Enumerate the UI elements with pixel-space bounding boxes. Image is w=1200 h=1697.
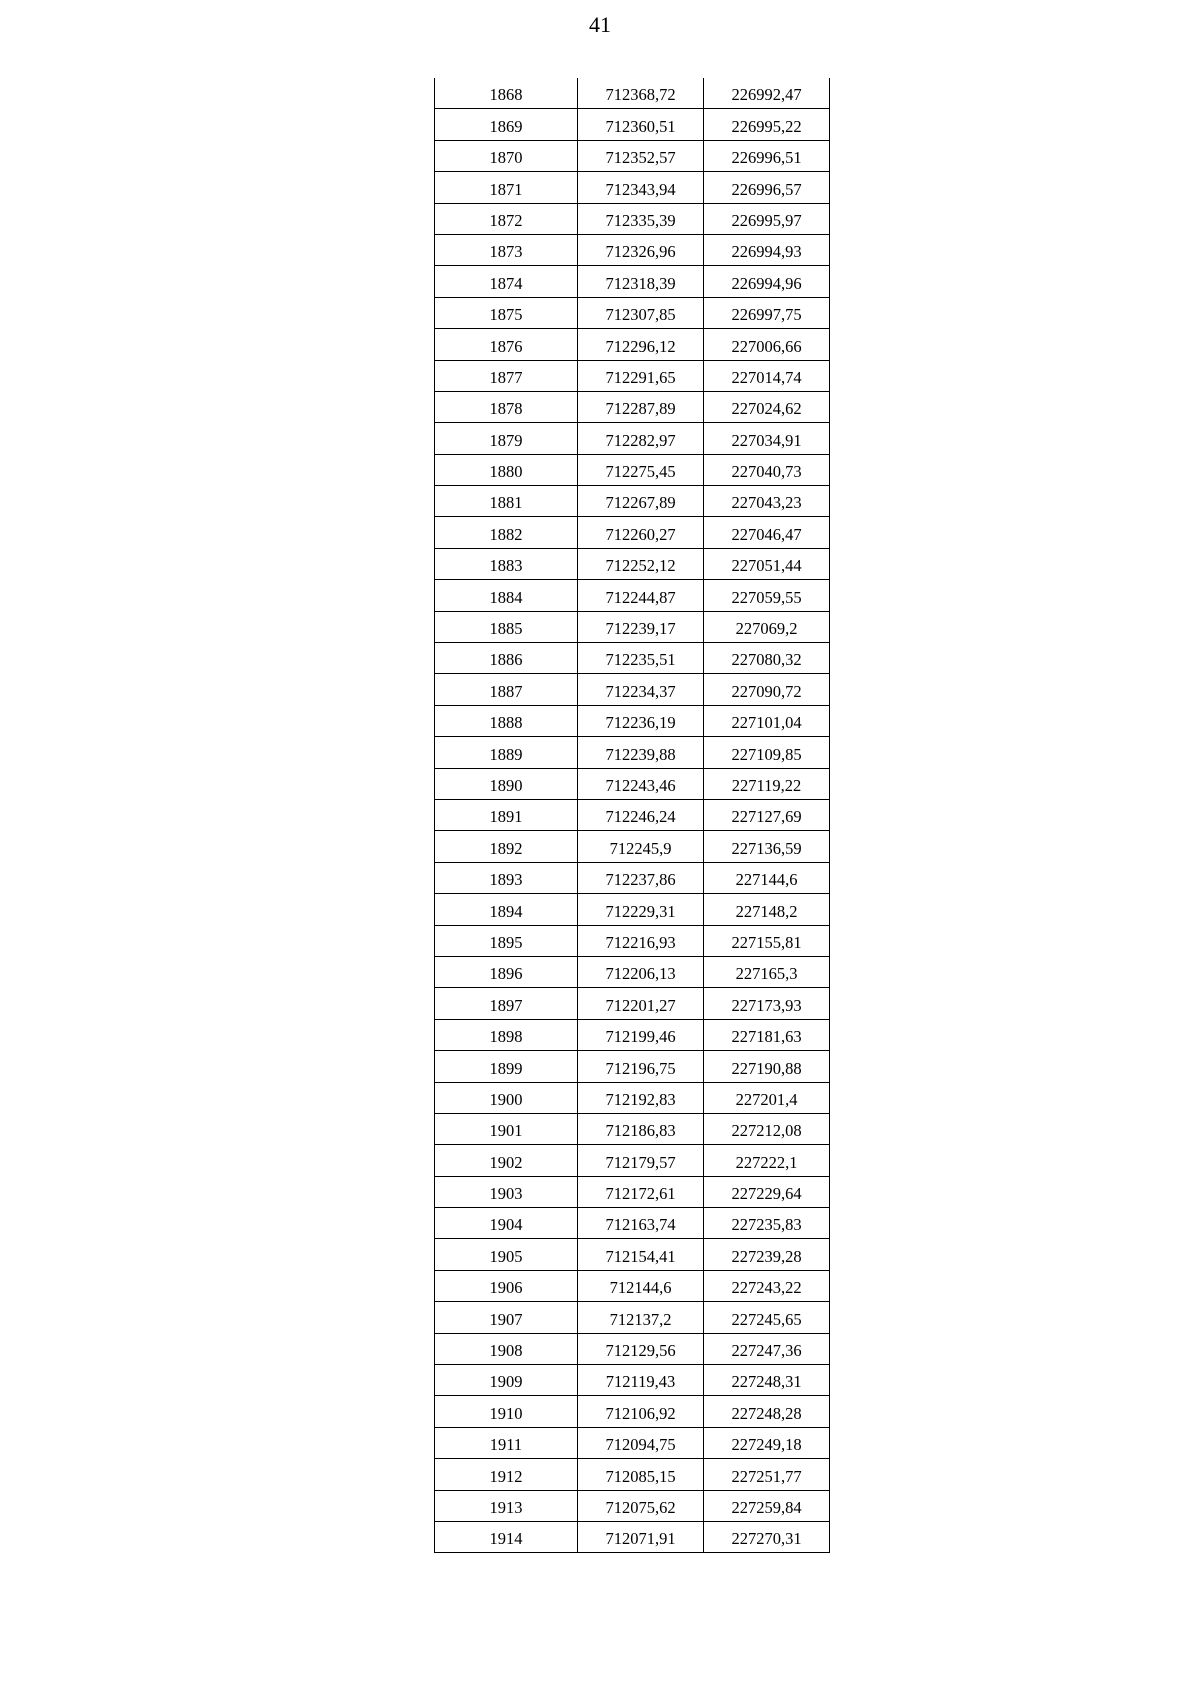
y-coordinate-cell: 227024,62 xyxy=(704,391,830,422)
y-coordinate-cell: 227034,91 xyxy=(704,423,830,454)
x-coordinate-cell: 712275,45 xyxy=(578,454,704,485)
x-coordinate-cell: 712335,39 xyxy=(578,203,704,234)
x-coordinate-cell: 712206,13 xyxy=(578,956,704,987)
y-coordinate-cell: 226997,75 xyxy=(704,297,830,328)
table-row xyxy=(435,956,830,987)
y-coordinate-cell: 227069,2 xyxy=(704,611,830,642)
point-number-cell: 1884 xyxy=(435,580,578,611)
y-coordinate-cell: 227080,32 xyxy=(704,643,830,674)
coordinates-table-body xyxy=(435,78,830,1553)
x-coordinate-cell: 712154,41 xyxy=(578,1239,704,1270)
x-coordinate-cell: 712075,62 xyxy=(578,1490,704,1521)
y-coordinate-cell: 227046,47 xyxy=(704,517,830,548)
table-row xyxy=(435,1051,830,1082)
point-number-cell: 1870 xyxy=(435,140,578,171)
y-coordinate-cell: 227136,59 xyxy=(704,831,830,862)
x-coordinate-cell: 712196,75 xyxy=(578,1051,704,1082)
x-coordinate-cell: 712119,43 xyxy=(578,1365,704,1396)
table-row xyxy=(435,831,830,862)
y-coordinate-cell: 226994,93 xyxy=(704,234,830,265)
x-coordinate-cell: 712229,31 xyxy=(578,894,704,925)
point-number-cell: 1892 xyxy=(435,831,578,862)
table-row xyxy=(435,611,830,642)
x-coordinate-cell: 712234,37 xyxy=(578,674,704,705)
table-row xyxy=(435,517,830,548)
point-number-cell: 1906 xyxy=(435,1270,578,1301)
point-number-cell: 1900 xyxy=(435,1082,578,1113)
y-coordinate-cell: 227239,28 xyxy=(704,1239,830,1270)
x-coordinate-cell: 712326,96 xyxy=(578,234,704,265)
y-coordinate-cell: 227248,28 xyxy=(704,1396,830,1427)
y-coordinate-cell: 227245,65 xyxy=(704,1302,830,1333)
point-number-cell: 1888 xyxy=(435,705,578,736)
point-number-cell: 1910 xyxy=(435,1396,578,1427)
y-coordinate-cell: 227148,2 xyxy=(704,894,830,925)
y-coordinate-cell: 227222,1 xyxy=(704,1145,830,1176)
x-coordinate-cell: 712260,27 xyxy=(578,517,704,548)
x-coordinate-cell: 712192,83 xyxy=(578,1082,704,1113)
table-row xyxy=(435,329,830,360)
y-coordinate-cell: 227249,18 xyxy=(704,1427,830,1458)
table-row xyxy=(435,266,830,297)
point-number-cell: 1913 xyxy=(435,1490,578,1521)
x-coordinate-cell: 712296,12 xyxy=(578,329,704,360)
y-coordinate-cell: 226992,47 xyxy=(704,78,830,109)
y-coordinate-cell: 227109,85 xyxy=(704,737,830,768)
x-coordinate-cell: 712144,6 xyxy=(578,1270,704,1301)
point-number-cell: 1876 xyxy=(435,329,578,360)
y-coordinate-cell: 226996,51 xyxy=(704,140,830,171)
x-coordinate-cell: 712071,91 xyxy=(578,1521,704,1552)
y-coordinate-cell: 227155,81 xyxy=(704,925,830,956)
y-coordinate-cell: 227212,08 xyxy=(704,1113,830,1144)
table-row xyxy=(435,1208,830,1239)
table-row xyxy=(435,140,830,171)
x-coordinate-cell: 712291,65 xyxy=(578,360,704,391)
y-coordinate-cell: 226995,22 xyxy=(704,109,830,140)
table-row xyxy=(435,1176,830,1207)
page-number: 41 xyxy=(589,12,611,37)
y-coordinate-cell: 227059,55 xyxy=(704,580,830,611)
y-coordinate-cell: 227190,88 xyxy=(704,1051,830,1082)
point-number-cell: 1893 xyxy=(435,862,578,893)
point-number-cell: 1897 xyxy=(435,988,578,1019)
x-coordinate-cell: 712094,75 xyxy=(578,1427,704,1458)
point-number-cell: 1898 xyxy=(435,1019,578,1050)
y-coordinate-cell: 227259,84 xyxy=(704,1490,830,1521)
y-coordinate-cell: 226996,57 xyxy=(704,172,830,203)
x-coordinate-cell: 712216,93 xyxy=(578,925,704,956)
x-coordinate-cell: 712307,85 xyxy=(578,297,704,328)
point-number-cell: 1914 xyxy=(435,1521,578,1552)
x-coordinate-cell: 712201,27 xyxy=(578,988,704,1019)
table-row xyxy=(435,862,830,893)
y-coordinate-cell: 226994,96 xyxy=(704,266,830,297)
x-coordinate-cell: 712137,2 xyxy=(578,1302,704,1333)
y-coordinate-cell: 227119,22 xyxy=(704,768,830,799)
table-row xyxy=(435,78,830,109)
y-coordinate-cell: 227127,69 xyxy=(704,799,830,830)
point-number-cell: 1909 xyxy=(435,1365,578,1396)
point-number-cell: 1868 xyxy=(435,78,578,109)
point-number-cell: 1879 xyxy=(435,423,578,454)
table-row xyxy=(435,454,830,485)
y-coordinate-cell: 227090,72 xyxy=(704,674,830,705)
point-number-cell: 1912 xyxy=(435,1459,578,1490)
x-coordinate-cell: 712246,24 xyxy=(578,799,704,830)
y-coordinate-cell: 227165,3 xyxy=(704,956,830,987)
table-row xyxy=(435,109,830,140)
table-row xyxy=(435,799,830,830)
point-number-cell: 1905 xyxy=(435,1239,578,1270)
table-row xyxy=(435,643,830,674)
point-number-cell: 1907 xyxy=(435,1302,578,1333)
table-row xyxy=(435,1365,830,1396)
point-number-cell: 1883 xyxy=(435,548,578,579)
table-row xyxy=(435,172,830,203)
table-row xyxy=(435,297,830,328)
table-row xyxy=(435,1521,830,1552)
x-coordinate-cell: 712267,89 xyxy=(578,486,704,517)
y-coordinate-cell: 227251,77 xyxy=(704,1459,830,1490)
x-coordinate-cell: 712237,86 xyxy=(578,862,704,893)
point-number-cell: 1899 xyxy=(435,1051,578,1082)
table-row xyxy=(435,1145,830,1176)
x-coordinate-cell: 712287,89 xyxy=(578,391,704,422)
y-coordinate-cell: 227248,31 xyxy=(704,1365,830,1396)
y-coordinate-cell: 227043,23 xyxy=(704,486,830,517)
y-coordinate-cell: 227247,36 xyxy=(704,1333,830,1364)
table-row xyxy=(435,1333,830,1364)
x-coordinate-cell: 712235,51 xyxy=(578,643,704,674)
x-coordinate-cell: 712129,56 xyxy=(578,1333,704,1364)
x-coordinate-cell: 712239,88 xyxy=(578,737,704,768)
point-number-cell: 1875 xyxy=(435,297,578,328)
x-coordinate-cell: 712106,92 xyxy=(578,1396,704,1427)
table-row xyxy=(435,423,830,454)
point-number-cell: 1886 xyxy=(435,643,578,674)
table-row xyxy=(435,1270,830,1301)
point-number-cell: 1891 xyxy=(435,799,578,830)
table-row xyxy=(435,988,830,1019)
point-number-cell: 1874 xyxy=(435,266,578,297)
y-coordinate-cell: 226995,97 xyxy=(704,203,830,234)
y-coordinate-cell: 227144,6 xyxy=(704,862,830,893)
table-row xyxy=(435,1396,830,1427)
x-coordinate-cell: 712343,94 xyxy=(578,172,704,203)
table-row xyxy=(435,1427,830,1458)
point-number-cell: 1889 xyxy=(435,737,578,768)
x-coordinate-cell: 712239,17 xyxy=(578,611,704,642)
table-row xyxy=(435,737,830,768)
x-coordinate-cell: 712172,61 xyxy=(578,1176,704,1207)
table-row xyxy=(435,1113,830,1144)
x-coordinate-cell: 712352,57 xyxy=(578,140,704,171)
x-coordinate-cell: 712244,87 xyxy=(578,580,704,611)
point-number-cell: 1894 xyxy=(435,894,578,925)
x-coordinate-cell: 712360,51 xyxy=(578,109,704,140)
table-row xyxy=(435,1302,830,1333)
point-number-cell: 1896 xyxy=(435,956,578,987)
x-coordinate-cell: 712243,46 xyxy=(578,768,704,799)
point-number-cell: 1878 xyxy=(435,391,578,422)
table-row xyxy=(435,768,830,799)
x-coordinate-cell: 712282,97 xyxy=(578,423,704,454)
y-coordinate-cell: 227235,83 xyxy=(704,1208,830,1239)
point-number-cell: 1903 xyxy=(435,1176,578,1207)
point-number-cell: 1877 xyxy=(435,360,578,391)
x-coordinate-cell: 712236,19 xyxy=(578,705,704,736)
x-coordinate-cell: 712245,9 xyxy=(578,831,704,862)
point-number-cell: 1902 xyxy=(435,1145,578,1176)
x-coordinate-cell: 712085,15 xyxy=(578,1459,704,1490)
y-coordinate-cell: 227201,4 xyxy=(704,1082,830,1113)
point-number-cell: 1880 xyxy=(435,454,578,485)
table-row xyxy=(435,894,830,925)
table-row xyxy=(435,705,830,736)
point-number-cell: 1872 xyxy=(435,203,578,234)
y-coordinate-cell: 227173,93 xyxy=(704,988,830,1019)
y-coordinate-cell: 227229,64 xyxy=(704,1176,830,1207)
y-coordinate-cell: 227051,44 xyxy=(704,548,830,579)
point-number-cell: 1904 xyxy=(435,1208,578,1239)
point-number-cell: 1873 xyxy=(435,234,578,265)
table-row xyxy=(435,486,830,517)
y-coordinate-cell: 227270,31 xyxy=(704,1521,830,1552)
table-row xyxy=(435,234,830,265)
point-number-cell: 1895 xyxy=(435,925,578,956)
point-number-cell: 1887 xyxy=(435,674,578,705)
table-row xyxy=(435,925,830,956)
table-row xyxy=(435,1459,830,1490)
x-coordinate-cell: 712199,46 xyxy=(578,1019,704,1050)
point-number-cell: 1881 xyxy=(435,486,578,517)
point-number-cell: 1882 xyxy=(435,517,578,548)
table-row xyxy=(435,1019,830,1050)
point-number-cell: 1911 xyxy=(435,1427,578,1458)
coordinates-table xyxy=(434,78,830,1553)
x-coordinate-cell: 712186,83 xyxy=(578,1113,704,1144)
table-row xyxy=(435,203,830,234)
point-number-cell: 1871 xyxy=(435,172,578,203)
table-row xyxy=(435,548,830,579)
y-coordinate-cell: 227101,04 xyxy=(704,705,830,736)
point-number-cell: 1908 xyxy=(435,1333,578,1364)
table-row xyxy=(435,1082,830,1113)
point-number-cell: 1885 xyxy=(435,611,578,642)
y-coordinate-cell: 227014,74 xyxy=(704,360,830,391)
x-coordinate-cell: 712179,57 xyxy=(578,1145,704,1176)
point-number-cell: 1901 xyxy=(435,1113,578,1144)
x-coordinate-cell: 712252,12 xyxy=(578,548,704,579)
y-coordinate-cell: 227181,63 xyxy=(704,1019,830,1050)
table-row xyxy=(435,1490,830,1521)
y-coordinate-cell: 227243,22 xyxy=(704,1270,830,1301)
x-coordinate-cell: 712163,74 xyxy=(578,1208,704,1239)
table-row xyxy=(435,580,830,611)
y-coordinate-cell: 227006,66 xyxy=(704,329,830,360)
table-row xyxy=(435,1239,830,1270)
point-number-cell: 1890 xyxy=(435,768,578,799)
x-coordinate-cell: 712318,39 xyxy=(578,266,704,297)
x-coordinate-cell: 712368,72 xyxy=(578,78,704,109)
table-row xyxy=(435,674,830,705)
point-number-cell: 1869 xyxy=(435,109,578,140)
y-coordinate-cell: 227040,73 xyxy=(704,454,830,485)
table-row xyxy=(435,360,830,391)
table-row xyxy=(435,391,830,422)
